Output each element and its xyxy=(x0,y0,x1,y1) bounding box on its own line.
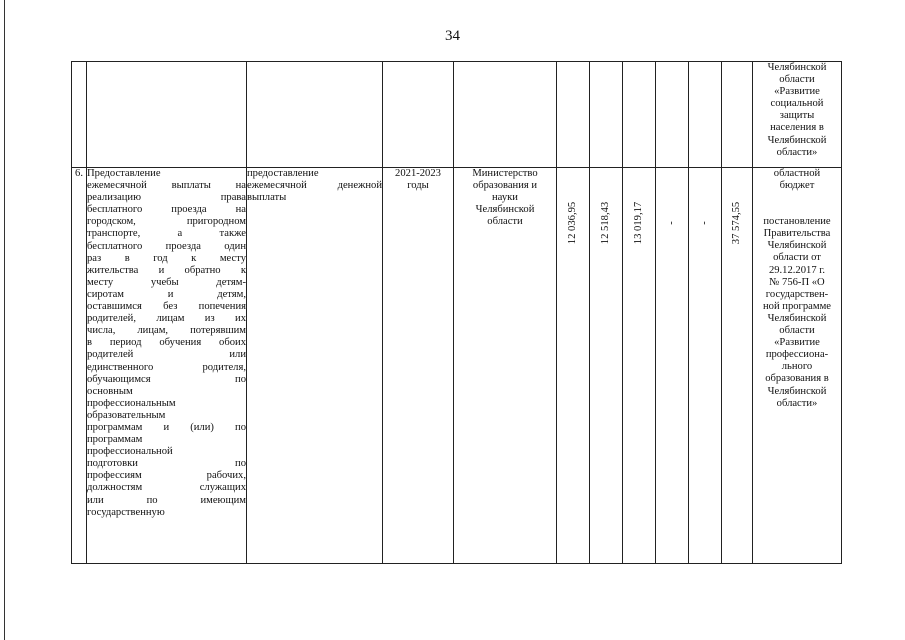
text-line: Министерство xyxy=(472,168,538,179)
page-number: 34 xyxy=(445,28,460,44)
cell xyxy=(87,62,247,168)
text-line: ежемесячной денежной xyxy=(247,180,382,192)
cell xyxy=(623,62,656,168)
text-line: защиты xyxy=(779,110,815,122)
text-line: государственную xyxy=(87,506,165,518)
text-line: постановление xyxy=(763,216,831,228)
text-line: родителей или xyxy=(87,349,246,361)
text-line: бюджет xyxy=(779,180,815,192)
text-line: Челябинской xyxy=(767,312,827,324)
text-line: бесплатного проезда один xyxy=(87,240,246,252)
text-line: бесплатного проезда на xyxy=(87,204,246,216)
amount-2021: 12 036,95 xyxy=(557,168,590,564)
measure-description xyxy=(87,168,247,564)
text-line: образования в xyxy=(765,373,829,385)
text-line: Челябинской xyxy=(767,240,827,252)
text-line: месту учебы детям- xyxy=(87,276,246,288)
cell xyxy=(722,62,753,168)
text-line: оставшимся без попечения xyxy=(87,301,246,313)
amount-col-4: - xyxy=(656,168,689,564)
text-line: области» xyxy=(776,397,818,409)
text-line: программам и (или) по xyxy=(87,421,246,433)
text-line: областной xyxy=(773,168,821,179)
text-line: предоставление xyxy=(247,168,319,179)
executor xyxy=(454,168,557,564)
text-line: ежемесячной выплаты на xyxy=(87,180,246,192)
text-line: основным xyxy=(87,385,133,397)
amount-total: 37 574,55 xyxy=(722,168,753,564)
text-line: «Развитие xyxy=(774,337,820,349)
cell xyxy=(454,62,557,168)
support-form xyxy=(247,168,383,564)
text-line: науки xyxy=(492,192,518,204)
text-line: транспорте, а также xyxy=(87,228,246,240)
text-line: обучающимся по xyxy=(87,373,246,385)
cell xyxy=(72,62,87,168)
text-line: области от xyxy=(773,252,821,264)
funding-and-legal-basis xyxy=(753,168,842,564)
text-line: профессиональным xyxy=(87,397,176,409)
text-line: льного xyxy=(781,361,813,373)
text-line: населения в xyxy=(770,122,824,134)
text-line: единственного родителя, xyxy=(87,361,246,373)
text-line: Челябинской xyxy=(475,204,535,216)
text-line: родителей, лицам из их xyxy=(87,313,246,325)
text-line: годы xyxy=(407,180,429,192)
text-line: области xyxy=(779,325,815,337)
text-line: области xyxy=(779,74,815,86)
legal-basis-continuation xyxy=(753,62,842,168)
text-line: области» xyxy=(776,146,818,158)
text-line: ной программе xyxy=(762,300,831,312)
amount-2023: 13 019,17 xyxy=(623,168,656,564)
text-line: Челябинской xyxy=(767,62,827,73)
row-number: 6. xyxy=(72,168,87,564)
text-line: должностям служащих xyxy=(87,482,246,494)
text-line: образования и xyxy=(472,180,538,192)
cell xyxy=(656,62,689,168)
text-line: программам xyxy=(87,434,143,446)
page-edge-line xyxy=(4,0,5,640)
text-line: государствен- xyxy=(765,288,829,300)
text-line: раз в год к месту xyxy=(87,252,246,264)
text-line: жительства и обратно к xyxy=(87,264,246,276)
text-line: № 756-П «О xyxy=(769,276,825,288)
text-line: образовательным xyxy=(87,409,166,421)
cell xyxy=(590,62,623,168)
text-line: подготовки по xyxy=(87,458,246,470)
table-row xyxy=(72,62,842,168)
amount-2022: 12 518,43 xyxy=(590,168,623,564)
text-line: 29.12.2017 г. xyxy=(768,264,826,276)
text-line: профессиональной xyxy=(87,446,173,458)
text-line: реализацию права xyxy=(87,192,246,204)
cell xyxy=(557,62,590,168)
text-line: Предоставление xyxy=(87,168,161,179)
text-line: Челябинской xyxy=(767,134,827,146)
text-line: или по имеющим xyxy=(87,494,246,506)
cell xyxy=(383,62,454,168)
text-line: выплаты xyxy=(247,192,287,204)
text-line: Правительства xyxy=(763,228,831,240)
period xyxy=(383,168,454,564)
text-line: «Развитие xyxy=(774,86,820,98)
text-line: профессиона- xyxy=(765,349,829,361)
text-line: социальной xyxy=(770,98,824,110)
text-line: сиротам и детям, xyxy=(87,288,246,300)
text-line: Челябинской xyxy=(767,385,827,397)
text-line: в период обучения обоих xyxy=(87,337,246,349)
program-table xyxy=(71,61,842,564)
text-line: 2021-2023 xyxy=(395,168,441,179)
text-line: городском, пригородном xyxy=(87,216,246,228)
table-row xyxy=(72,168,842,564)
amount-col-5: - xyxy=(689,168,722,564)
text-line: области xyxy=(487,216,523,228)
cell xyxy=(247,62,383,168)
text-line: профессиям рабочих, xyxy=(87,470,246,482)
cell xyxy=(689,62,722,168)
text-line: числа, лицам, потерявшим xyxy=(87,325,246,337)
